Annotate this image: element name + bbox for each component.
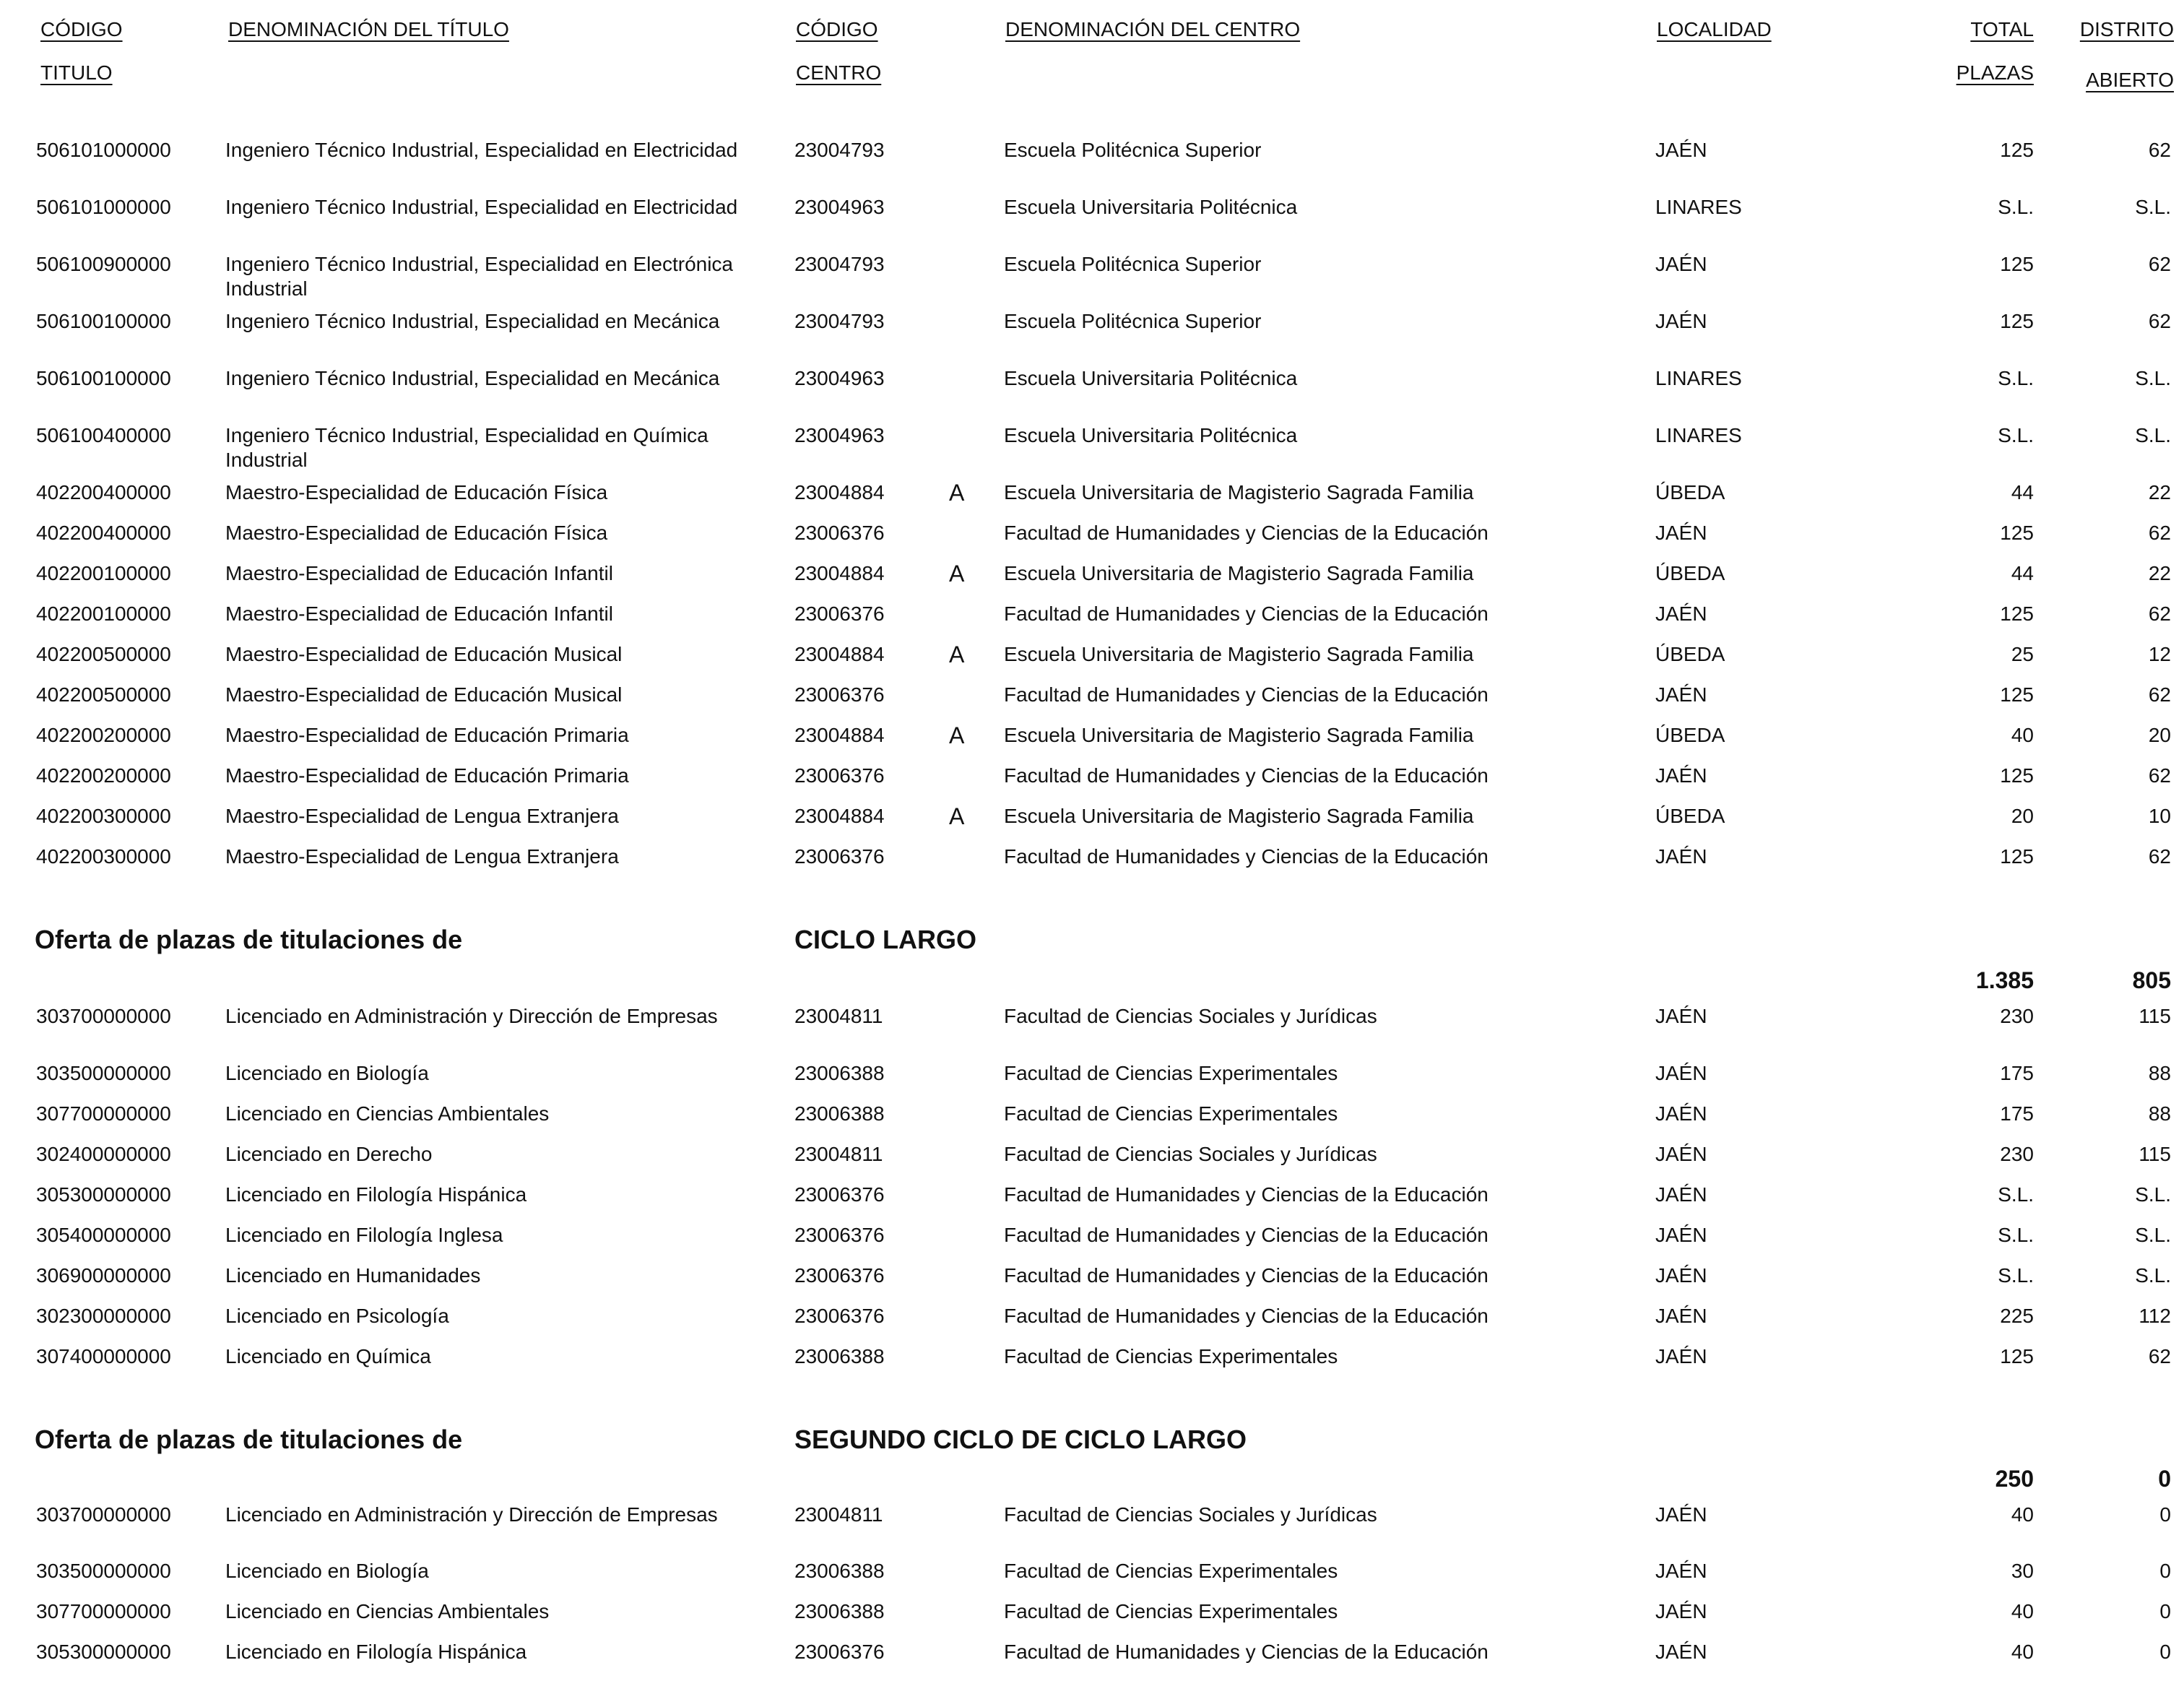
section-total-plazas: 250: [1995, 1466, 2034, 1492]
codigo-titulo: 402200200000: [36, 724, 171, 746]
denominacion-centro: Escuela Universitaria de Magisterio Sagrada Familia: [1004, 805, 1474, 827]
denominacion-titulo: Maestro-Especialidad de Lengua Extranjera: [225, 805, 619, 827]
denominacion-centro: Escuela Universitaria de Magisterio Sagrada Familia: [1004, 643, 1474, 665]
codigo-centro: 23006388: [794, 1102, 885, 1125]
codigo-titulo: 307700000000: [36, 1102, 171, 1125]
distrito-abierto: 62: [2148, 522, 2171, 544]
localidad: ÚBEDA: [1655, 643, 1725, 665]
distrito-abierto: 88: [2148, 1102, 2171, 1125]
denominacion-titulo: Licenciado en Administración y Dirección de Empresas: [225, 1005, 718, 1027]
denominacion-centro: Escuela Universitaria de Magisterio Sagrada Familia: [1004, 481, 1474, 504]
codigo-titulo: 402200200000: [36, 764, 171, 787]
codigo-centro: 23004963: [794, 196, 885, 218]
codigo-centro: 23004963: [794, 367, 885, 389]
codigo-centro: 23004884: [794, 643, 885, 665]
denominacion-titulo: Licenciado en Filología Hispánica: [225, 1183, 527, 1206]
codigo-centro: 23006376: [794, 845, 885, 868]
denominacion-titulo: Ingeniero Técnico Industrial, Especialidad en Mecánica: [225, 367, 720, 389]
total-plazas: S.L.: [1998, 424, 2034, 446]
localidad: ÚBEDA: [1655, 805, 1725, 827]
total-plazas: 125: [2000, 310, 2034, 332]
total-plazas: 44: [2011, 481, 2034, 504]
denominacion-titulo: Licenciado en Filología Inglesa: [225, 1224, 503, 1246]
denominacion-titulo: Licenciado en Química: [225, 1345, 431, 1367]
localidad: JAÉN: [1655, 1641, 1707, 1663]
total-plazas: 44: [2011, 562, 2034, 584]
distrito-abierto: 10: [2148, 805, 2171, 827]
denominacion-centro: Facultad de Humanidades y Ciencias de la Educación: [1004, 1641, 1488, 1663]
codigo-centro: 23006376: [794, 522, 885, 544]
localidad: JAÉN: [1655, 1102, 1707, 1125]
section-type: SEGUNDO CICLO DE CICLO LARGO: [794, 1425, 1247, 1454]
codigo-centro: 23006388: [794, 1062, 885, 1084]
denominacion-titulo: Licenciado en Biología: [225, 1560, 429, 1582]
total-plazas: 125: [2000, 522, 2034, 544]
codigo-titulo: 302300000000: [36, 1305, 171, 1327]
localidad: JAÉN: [1655, 1062, 1707, 1084]
denominacion-titulo: Licenciado en Ciencias Ambientales: [225, 1600, 550, 1622]
total-plazas: 30: [2011, 1560, 2034, 1582]
distrito-abierto: 62: [2148, 845, 2171, 868]
denominacion-centro: Escuela Universitaria Politécnica: [1004, 367, 1298, 389]
codigo-centro: 23004884: [794, 562, 885, 584]
total-plazas: 175: [2000, 1062, 2034, 1084]
denominacion-titulo: Licenciado en Derecho: [225, 1143, 433, 1165]
distrito-abierto: 62: [2148, 253, 2171, 275]
localidad: JAÉN: [1655, 1600, 1707, 1622]
total-plazas: S.L.: [1998, 1224, 2034, 1246]
distrito-abierto: S.L.: [2135, 424, 2171, 446]
localidad: JAÉN: [1655, 253, 1707, 275]
codigo-centro: 23006376: [794, 602, 885, 625]
denominacion-titulo: Maestro-Especialidad de Educación Primaria: [225, 724, 629, 746]
denominacion-titulo: Maestro-Especialidad de Educación Física: [225, 522, 608, 544]
codigo-titulo: 306900000000: [36, 1264, 171, 1287]
denominacion-titulo: Maestro-Especialidad de Educación Infantil: [225, 562, 613, 584]
total-plazas: 125: [2000, 764, 2034, 787]
denominacion-centro: Facultad de Humanidades y Ciencias de la Educación: [1004, 683, 1488, 706]
codigo-titulo: 302400000000: [36, 1143, 171, 1165]
header-localidad: LOCALIDAD: [1657, 18, 1772, 40]
codigo-titulo: 506100100000: [36, 367, 171, 389]
codigo-centro: 23006376: [794, 1183, 885, 1206]
header-distrito-abierto-1: DISTRITO: [2079, 18, 2174, 40]
localidad: JAÉN: [1655, 1503, 1707, 1526]
total-plazas: 125: [2000, 845, 2034, 868]
denominacion-titulo: Maestro-Especialidad de Educación Infantil: [225, 602, 613, 625]
distrito-abierto: S.L.: [2135, 1264, 2171, 1287]
distrito-abierto: 62: [2148, 310, 2171, 332]
codigo-titulo: 506100400000: [36, 424, 171, 446]
header-codigo-centro-2: CENTRO: [796, 61, 882, 84]
denominacion-centro: Facultad de Humanidades y Ciencias de la Educación: [1004, 1305, 1488, 1327]
header-codigo-titulo-1: CÓDIGO: [40, 18, 123, 40]
localidad: JAÉN: [1655, 845, 1707, 868]
denominacion-centro: Escuela Politécnica Superior: [1004, 139, 1262, 161]
denominacion-titulo: Ingeniero Técnico Industrial, Especialidad en Electricidad: [225, 196, 738, 218]
header-denominacion-titulo: DENOMINACIÓN DEL TÍTULO: [228, 18, 509, 40]
localidad: JAÉN: [1655, 1264, 1707, 1287]
distrito-abierto: 0: [2159, 1560, 2171, 1582]
localidad: JAÉN: [1655, 1345, 1707, 1367]
localidad: JAÉN: [1655, 602, 1707, 625]
denominacion-titulo: Licenciado en Ciencias Ambientales: [225, 1102, 550, 1125]
total-plazas: 125: [2000, 1345, 2034, 1367]
distrito-abierto: 62: [2148, 764, 2171, 787]
header-distrito-abierto-2: ABIERTO: [2086, 69, 2174, 91]
total-plazas: 225: [2000, 1305, 2034, 1327]
header-total-plazas-2: PLAZAS: [1956, 61, 2034, 84]
localidad: JAÉN: [1655, 1560, 1707, 1582]
localidad: JAÉN: [1655, 1183, 1707, 1206]
header-total-plazas-1: TOTAL: [1970, 18, 2034, 40]
codigo-centro: 23006388: [794, 1560, 885, 1582]
localidad: JAÉN: [1655, 1143, 1707, 1165]
codigo-centro: 23004793: [794, 310, 885, 332]
codigo-titulo: 305300000000: [36, 1183, 171, 1206]
codigo-centro: 23004884: [794, 724, 885, 746]
section-distrito-abierto: 0: [2158, 1466, 2171, 1492]
denominacion-centro: Facultad de Ciencias Experimentales: [1004, 1102, 1338, 1125]
section-type: CICLO LARGO: [794, 925, 976, 954]
localidad: ÚBEDA: [1655, 562, 1725, 584]
distrito-abierto: 62: [2148, 602, 2171, 625]
codigo-titulo: 402200400000: [36, 481, 171, 504]
total-plazas: 125: [2000, 139, 2034, 161]
total-plazas: S.L.: [1998, 196, 2034, 218]
denominacion-titulo: Licenciado en Administración y Dirección de Empresas: [225, 1503, 718, 1526]
header-denominacion-centro: DENOMINACIÓN DEL CENTRO: [1005, 18, 1301, 40]
codigo-titulo: 402200300000: [36, 805, 171, 827]
codigo-titulo: 307700000000: [36, 1600, 171, 1622]
distrito-abierto: 20: [2148, 724, 2171, 746]
denominacion-titulo: Ingeniero Técnico Industrial, Especialidad en Mecánica: [225, 310, 720, 332]
distrito-abierto: S.L.: [2135, 1224, 2171, 1246]
total-plazas: 40: [2011, 1641, 2034, 1663]
localidad: JAÉN: [1655, 139, 1707, 161]
localidad: JAÉN: [1655, 1224, 1707, 1246]
total-plazas: 40: [2011, 724, 2034, 746]
total-plazas: 230: [2000, 1005, 2034, 1027]
denominacion-centro: Facultad de Humanidades y Ciencias de la Educación: [1004, 1224, 1488, 1246]
denominacion-centro: Escuela Politécnica Superior: [1004, 253, 1262, 275]
total-plazas: 25: [2011, 643, 2034, 665]
codigo-centro: 23004811: [794, 1005, 883, 1027]
total-plazas: 20: [2011, 805, 2034, 827]
denominacion-titulo: Maestro-Especialidad de Educación Primaria: [225, 764, 629, 787]
codigo-titulo: 305400000000: [36, 1224, 171, 1246]
localidad: ÚBEDA: [1655, 724, 1725, 746]
denominacion-titulo: Ingeniero Técnico Industrial, Especialidad en Química Industrial: [225, 424, 708, 471]
header-codigo-centro-1: CÓDIGO: [796, 18, 878, 40]
codigo-titulo: 402200100000: [36, 562, 171, 584]
flag-marker: A: [949, 561, 965, 587]
codigo-centro: 23004811: [794, 1143, 883, 1165]
denominacion-centro: Facultad de Ciencias Experimentales: [1004, 1600, 1338, 1622]
section-distrito-abierto: 805: [2132, 967, 2171, 993]
distrito-abierto: 88: [2148, 1062, 2171, 1084]
codigo-centro: 23004793: [794, 253, 885, 275]
codigo-centro: 23004793: [794, 139, 885, 161]
codigo-titulo: 402200500000: [36, 683, 171, 706]
denominacion-centro: Facultad de Ciencias Experimentales: [1004, 1062, 1338, 1084]
distrito-abierto: 115: [2138, 1005, 2171, 1027]
distrito-abierto: 0: [2159, 1641, 2171, 1663]
total-plazas: 125: [2000, 683, 2034, 706]
total-plazas: S.L.: [1998, 1183, 2034, 1206]
flag-marker: A: [949, 722, 965, 748]
distrito-abierto: 115: [2138, 1143, 2171, 1165]
denominacion-centro: Escuela Politécnica Superior: [1004, 310, 1262, 332]
distrito-abierto: 62: [2148, 683, 2171, 706]
denominacion-titulo: Maestro-Especialidad de Educación Musical: [225, 643, 623, 665]
denominacion-titulo: Maestro-Especialidad de Educación Musical: [225, 683, 623, 706]
codigo-titulo: 303500000000: [36, 1560, 171, 1582]
codigo-titulo: 402200400000: [36, 522, 171, 544]
denominacion-titulo: Ingeniero Técnico Industrial, Especialidad en Electricidad: [225, 139, 738, 161]
codigo-titulo: 307400000000: [36, 1345, 171, 1367]
denominacion-centro: Escuela Universitaria de Magisterio Sagrada Familia: [1004, 562, 1474, 584]
localidad: JAÉN: [1655, 1005, 1707, 1027]
codigo-titulo: 303500000000: [36, 1062, 171, 1084]
denominacion-centro: Facultad de Ciencias Sociales y Jurídicas: [1004, 1143, 1377, 1165]
distrito-abierto: 22: [2148, 481, 2171, 504]
codigo-centro: 23006376: [794, 683, 885, 706]
total-plazas: 125: [2000, 253, 2034, 275]
total-plazas: 175: [2000, 1102, 2034, 1125]
distrito-abierto: 62: [2148, 139, 2171, 161]
denominacion-titulo: Maestro-Especialidad de Educación Física: [225, 481, 608, 504]
codigo-centro: 23004811: [794, 1503, 883, 1526]
denominacion-centro: Facultad de Humanidades y Ciencias de la Educación: [1004, 602, 1488, 625]
section-total-plazas: 1.385: [1975, 967, 2034, 993]
codigo-titulo: 506101000000: [36, 139, 171, 161]
denominacion-titulo: Ingeniero Técnico Industrial, Especialidad en Electrónica Industrial: [225, 253, 734, 300]
localidad: JAÉN: [1655, 764, 1707, 787]
distrito-abierto: 112: [2138, 1305, 2171, 1327]
codigo-centro: 23004963: [794, 424, 885, 446]
codigo-titulo: 506100900000: [36, 253, 171, 275]
codigo-centro: 23006376: [794, 1641, 885, 1663]
denominacion-titulo: Licenciado en Humanidades: [225, 1264, 481, 1287]
codigo-centro: 23006376: [794, 1305, 885, 1327]
denominacion-centro: Facultad de Humanidades y Ciencias de la Educación: [1004, 1183, 1488, 1206]
localidad: LINARES: [1655, 424, 1742, 446]
total-plazas: S.L.: [1998, 1264, 2034, 1287]
denominacion-titulo: Maestro-Especialidad de Lengua Extranjera: [225, 845, 619, 868]
codigo-centro: 23006376: [794, 1264, 885, 1287]
denominacion-titulo: Licenciado en Filología Hispánica: [225, 1641, 527, 1663]
denominacion-centro: Facultad de Ciencias Experimentales: [1004, 1345, 1338, 1367]
section-label: Oferta de plazas de titulaciones de: [35, 1425, 463, 1454]
distrito-abierto: S.L.: [2135, 1183, 2171, 1206]
distrito-abierto: 22: [2148, 562, 2171, 584]
denominacion-centro: Facultad de Ciencias Sociales y Jurídicas: [1004, 1005, 1377, 1027]
localidad: JAÉN: [1655, 522, 1707, 544]
codigo-titulo: 303700000000: [36, 1005, 171, 1027]
distrito-abierto: 12: [2148, 643, 2171, 665]
localidad: LINARES: [1655, 367, 1742, 389]
codigo-centro: 23006376: [794, 1224, 885, 1246]
denominacion-centro: Facultad de Ciencias Sociales y Jurídicas: [1004, 1503, 1377, 1526]
distrito-abierto: 62: [2148, 1345, 2171, 1367]
localidad: JAÉN: [1655, 310, 1707, 332]
section-label: Oferta de plazas de titulaciones de: [35, 925, 463, 954]
codigo-titulo: 402200500000: [36, 643, 171, 665]
codigo-centro: 23006388: [794, 1600, 885, 1622]
codigo-titulo: 402200100000: [36, 602, 171, 625]
total-plazas: 40: [2011, 1600, 2034, 1622]
codigo-titulo: 305300000000: [36, 1641, 171, 1663]
distrito-abierto: 0: [2159, 1600, 2171, 1622]
denominacion-centro: Facultad de Humanidades y Ciencias de la Educación: [1004, 522, 1488, 544]
distrito-abierto: S.L.: [2135, 367, 2171, 389]
codigo-centro: 23006388: [794, 1345, 885, 1367]
codigo-centro: 23004884: [794, 805, 885, 827]
localidad: ÚBEDA: [1655, 481, 1725, 504]
localidad: LINARES: [1655, 196, 1742, 218]
distrito-abierto: 0: [2159, 1503, 2171, 1526]
denominacion-centro: Facultad de Ciencias Experimentales: [1004, 1560, 1338, 1582]
denominacion-centro: Escuela Universitaria Politécnica: [1004, 424, 1298, 446]
localidad: JAÉN: [1655, 683, 1707, 706]
denominacion-centro: Facultad de Humanidades y Ciencias de la Educación: [1004, 845, 1488, 868]
flag-marker: A: [949, 803, 965, 829]
codigo-titulo: 402200300000: [36, 845, 171, 868]
flag-marker: A: [949, 641, 965, 667]
denominacion-centro: Escuela Universitaria de Magisterio Sagrada Familia: [1004, 724, 1474, 746]
denominacion-centro: Escuela Universitaria Politécnica: [1004, 196, 1298, 218]
denominacion-titulo: Licenciado en Biología: [225, 1062, 429, 1084]
flag-marker: A: [949, 480, 965, 506]
total-plazas: S.L.: [1998, 367, 2034, 389]
denominacion-centro: Facultad de Humanidades y Ciencias de la Educación: [1004, 764, 1488, 787]
distrito-abierto: S.L.: [2135, 196, 2171, 218]
localidad: JAÉN: [1655, 1305, 1707, 1327]
codigo-titulo: 506101000000: [36, 196, 171, 218]
header-codigo-titulo-2: TITULO: [40, 61, 113, 84]
denominacion-centro: Facultad de Humanidades y Ciencias de la Educación: [1004, 1264, 1488, 1287]
total-plazas: 40: [2011, 1503, 2034, 1526]
total-plazas: 230: [2000, 1143, 2034, 1165]
codigo-centro: 23004884: [794, 481, 885, 504]
codigo-centro: 23006376: [794, 764, 885, 787]
denominacion-titulo: Licenciado en Psicología: [225, 1305, 449, 1327]
total-plazas: 125: [2000, 602, 2034, 625]
codigo-titulo: 303700000000: [36, 1503, 171, 1526]
codigo-titulo: 506100100000: [36, 310, 171, 332]
